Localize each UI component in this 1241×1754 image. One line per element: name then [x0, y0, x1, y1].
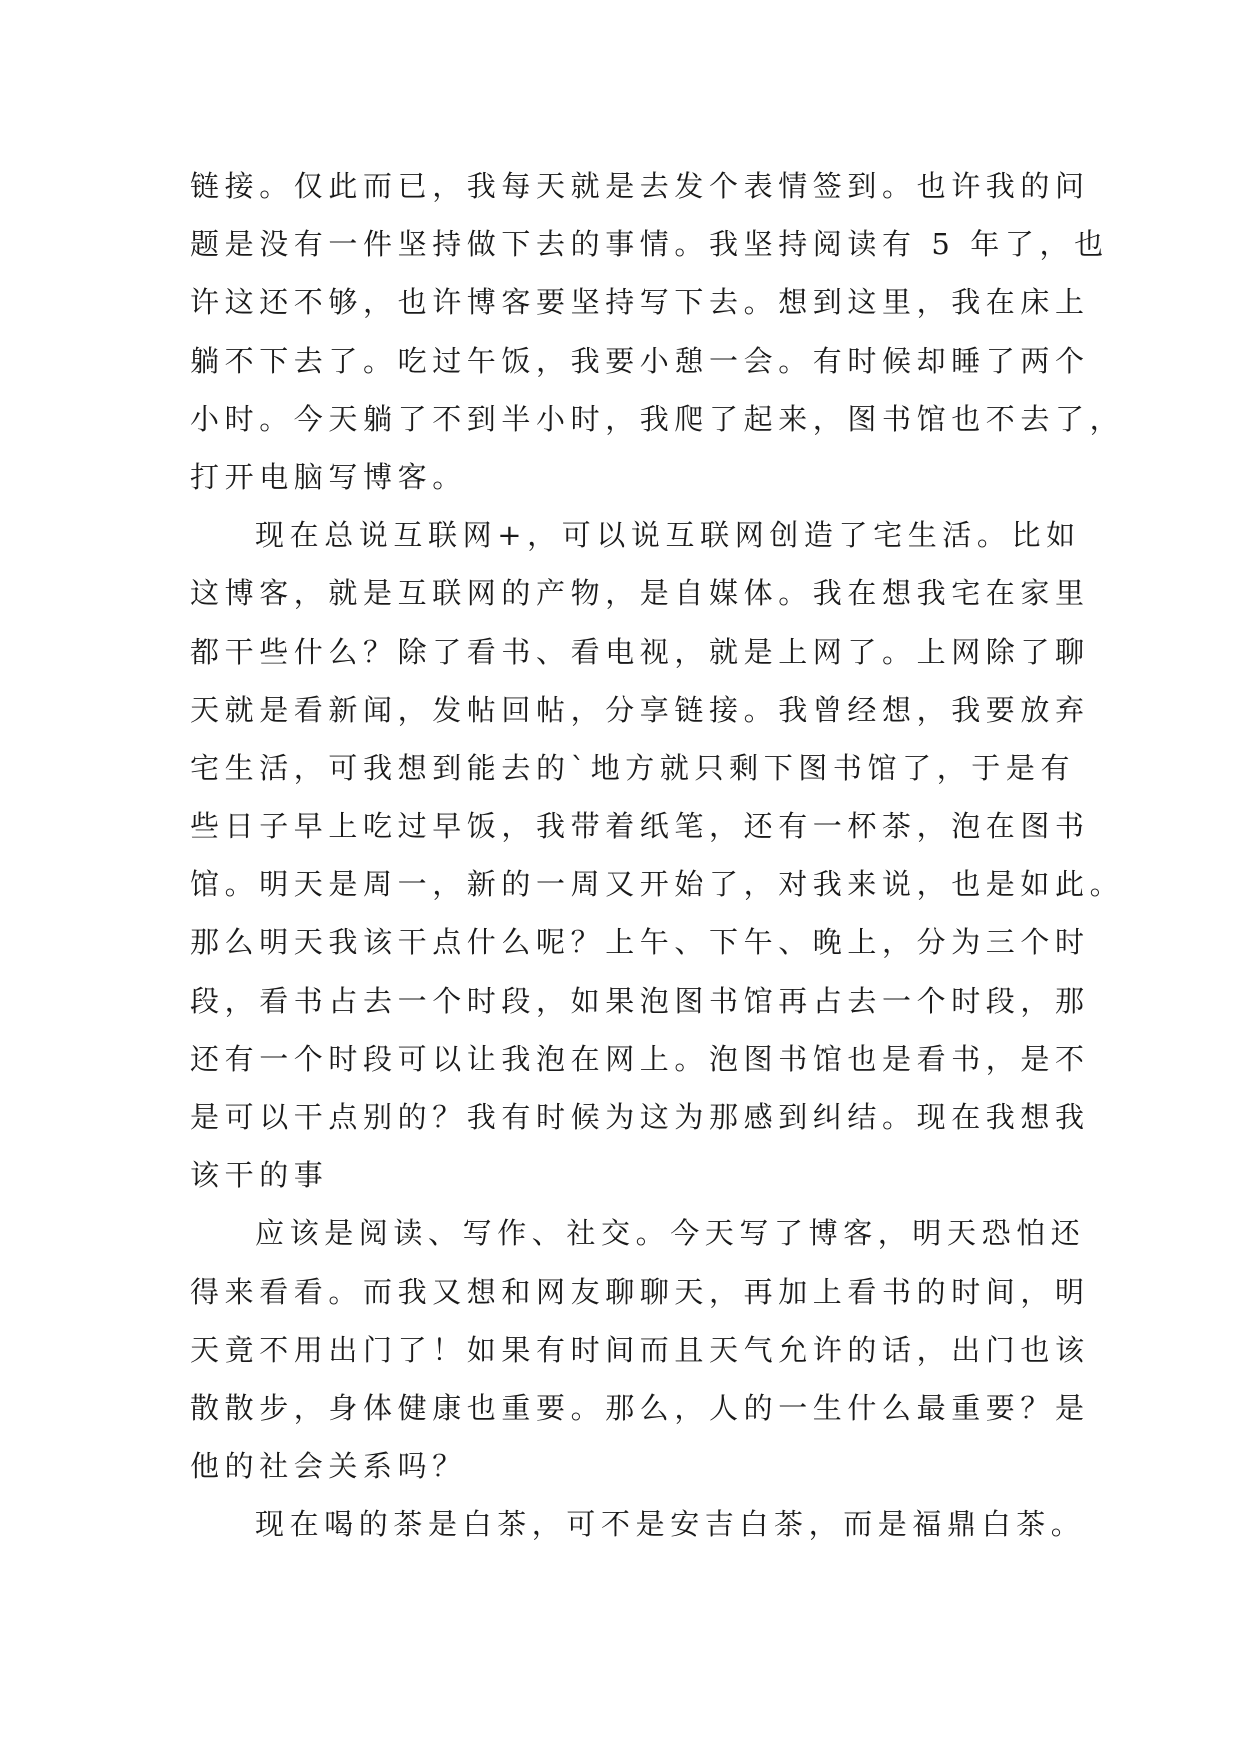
text-line: 躺不下去了。吃过午饭，我要小憩一会。有时候却睡了两个	[190, 343, 1090, 378]
text-line: 题是没有一件坚持做下去的事情。我坚持阅读有 5 年了，也	[190, 227, 1109, 262]
text-line: 是可以干点别的？我有时候为这为那感到纠结。现在我想我	[190, 1100, 1090, 1134]
text-line: 都干些什么？除了看书、看电视，就是上网了。上网除了聊	[190, 634, 1090, 669]
text-line: 散散步，身体健康也重要。那么，人的一生什么最重要？是	[190, 1390, 1090, 1425]
paragraph-start-line: 现在总说互联网+，可以说互联网创造了宅生活。比如	[255, 518, 1081, 553]
body-text	[190, 157, 1125, 1554]
paragraph-start-line: 应该是阅读、写作、社交。今天写了博客，明天恐怕还	[255, 1216, 1086, 1251]
text-line: 打开电脑写博客。	[190, 459, 467, 494]
text-line: 天竟不用出门了！如果有时间而且天气允许的话，出门也该	[190, 1332, 1090, 1367]
text-line: 些日子早上吃过早饭，我带着纸笔，还有一杯茶，泡在图书	[190, 809, 1090, 844]
text-line: 还有一个时段可以让我泡在网上。泡图书馆也是看书，是不	[190, 1041, 1090, 1076]
text-line: 他的社会关系吗？	[190, 1449, 467, 1484]
text-line: 小时。今天躺了不到半小时，我爬了起来，图书馆也不去了，	[190, 401, 1125, 436]
text-line: 这博客，就是互联网的产物，是自媒体。我在想我宅在家里	[190, 576, 1090, 611]
text-line: 该干的事	[190, 1158, 329, 1193]
text-line: 天就是看新闻，发帖回帖，分享链接。我曾经想，我要放弃	[190, 692, 1090, 727]
text-line: 宅生活，可我想到能去的`地方就只剩下图书馆了，于是有	[190, 750, 1076, 785]
text-line: 得来看看。而我又想和网友聊聊天，再加上看书的时间，明	[190, 1274, 1090, 1309]
text-line: 那么明天我该干点什么呢？上午、下午、晚上，分为三个时	[190, 925, 1090, 960]
text-line: 馆。明天是周一，新的一周又开始了，对我来说，也是如此。	[190, 867, 1125, 902]
text-line: 许这还不够，也许博客要坚持写下去。想到这里，我在床上	[190, 285, 1090, 320]
text-line: 段，看书占去一个时段，如果泡图书馆再占去一个时段，那	[190, 983, 1090, 1018]
text-line: 链接。仅此而已，我每天就是去发个表情签到。也许我的问	[190, 169, 1090, 203]
paragraph-start-line: 现在喝的茶是白茶，可不是安吉白茶，而是福鼎白茶。	[255, 1507, 1086, 1542]
